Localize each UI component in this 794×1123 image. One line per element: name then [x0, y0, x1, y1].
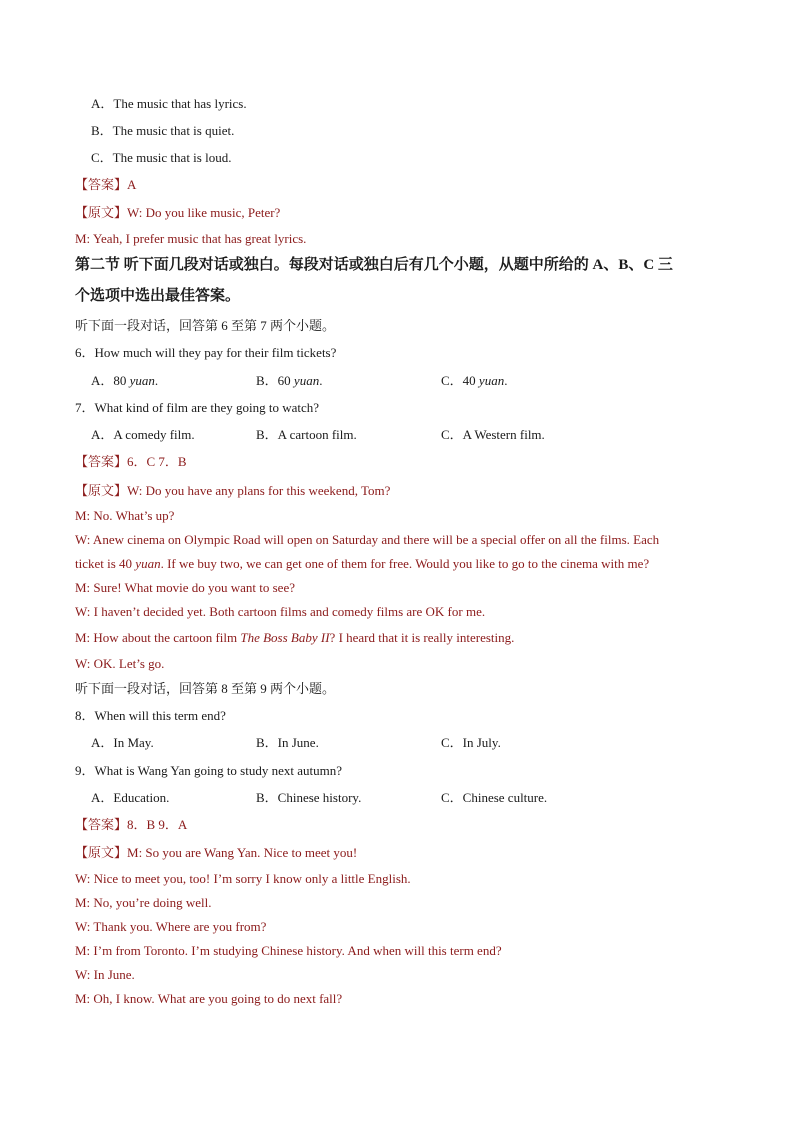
script-text: M: So you are Wang Yan. Nice to meet you!	[127, 845, 358, 860]
dialog1-script-line-8: W: OK. Let’s go.	[75, 656, 165, 671]
q7-option-b: B．A cartoon film.	[256, 427, 357, 442]
answer-value: 6．C 7．B	[127, 454, 187, 469]
answer-value: 8．B 9．A	[127, 817, 188, 832]
dialog2-script-line-5: M: I’m from Toronto. I’m studying Chinese history. And when will this term end?	[75, 943, 502, 958]
answer-tag: 【答案】	[75, 177, 128, 192]
dialog1-intro: 听下面一段对话，回答第 6 至第 7 两个小题。	[75, 318, 336, 333]
q8-stem: 8．When will this term end?	[75, 708, 226, 723]
section2-heading-line-1: 第二节 听下面几段对话或独白。每段对话或独白后有几个小题，从题中所给的 A、B、C 三	[75, 257, 673, 273]
dialog2-script-line-2: W: Nice to meet you, too! I’m sorry I know only a little English.	[75, 871, 411, 886]
q5-option-a: A．The music that has lyrics.	[91, 96, 247, 111]
script-text: W: Do you have any plans for this weekend, Tom?	[127, 483, 391, 498]
q9-stem: 9．What is Wang Yan going to study next autumn?	[75, 763, 343, 778]
answer-value: A	[127, 177, 137, 192]
q5-option-c: C．The music that is loud.	[91, 150, 232, 165]
dialog1-script-line-2: M: No. What’s up?	[75, 508, 175, 523]
script-tag: 【原文】	[75, 483, 128, 498]
dialog2-script-line-6: W: In June.	[75, 967, 135, 982]
dialog2-script-line-4: W: Thank you. Where are you from?	[75, 919, 267, 934]
dialog2-answer	[75, 817, 187, 833]
q5-option-b: B．The music that is quiet.	[91, 123, 235, 138]
dialog1-script-line-7: M: How about the cartoon film The Boss Baby II? I heard that it is really interesting.	[75, 630, 515, 645]
q9-option-b: B．Chinese history.	[256, 790, 362, 805]
dialog1-script-line-5: M: Sure! What movie do you want to see?	[75, 580, 295, 595]
script-text: W: Do you like music, Peter?	[127, 205, 281, 220]
answer-tag: 【答案】	[75, 454, 128, 469]
q9-option-c: C．Chinese culture.	[441, 790, 548, 805]
dialog1-script-line-3: W: Anew cinema on Olympic Road will open on Saturday and there will be a special offer on all the films. Each	[75, 532, 660, 547]
answer-tag: 【答案】	[75, 817, 128, 832]
q7-option-c: C．A Western film.	[441, 427, 545, 442]
q8-option-c: C．In July.	[441, 735, 501, 750]
q5-answer	[75, 177, 136, 193]
dialog2-intro: 听下面一段对话，回答第 8 至第 9 两个小题。	[75, 681, 336, 696]
dialog2-script-line-1	[75, 845, 357, 861]
dialog1-script-line-4: ticket is 40 yuan. If we buy two, we can get one of them for free. Would you like to go to the cinema with me?	[75, 556, 650, 571]
dialog2-script-line-7: M: Oh, I know. What are you going to do next fall?	[75, 991, 343, 1006]
q5-script-line-1	[75, 205, 280, 221]
q6-option-a: A．80 yuan.	[91, 373, 159, 388]
q6-option-b: B．60 yuan.	[256, 373, 323, 388]
q8-option-b: B．In June.	[256, 735, 319, 750]
q6-stem: 6．How much will they pay for their film tickets?	[75, 345, 337, 360]
q5-script-line-2: M: Yeah, I prefer music that has great lyrics.	[75, 231, 307, 246]
section2-heading-line-2: 个选项中选出最佳答案。	[75, 288, 241, 304]
dialog1-script-line-6: W: I haven’t decided yet. Both cartoon films and comedy films are OK for me.	[75, 604, 486, 619]
q8-option-a: A．In May.	[91, 735, 154, 750]
script-tag: 【原文】	[75, 205, 128, 220]
script-tag: 【原文】	[75, 845, 128, 860]
dialog1-script-line-1	[75, 483, 390, 499]
q9-option-a: A．Education.	[91, 790, 170, 805]
q7-option-a: A．A comedy film.	[91, 427, 195, 442]
dialog1-answer	[75, 454, 187, 470]
dialog2-script-line-3: M: No, you’re doing well.	[75, 895, 212, 910]
q6-option-c: C．40 yuan.	[441, 373, 508, 388]
q7-stem: 7．What kind of film are they going to watch?	[75, 400, 320, 415]
